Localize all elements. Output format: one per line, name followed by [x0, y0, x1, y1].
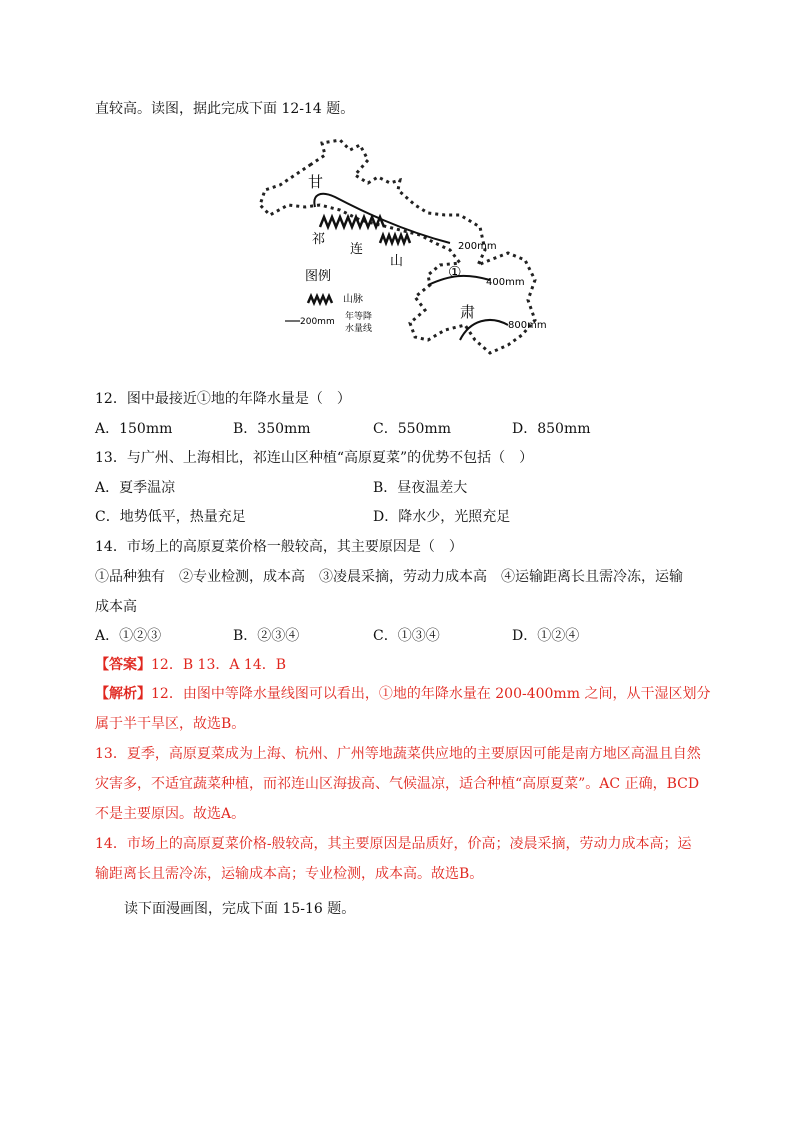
legend-isoline-desc1: 年等降	[345, 312, 373, 322]
q14-items-line2: 成本高	[95, 599, 137, 615]
isoline-800mm	[460, 320, 508, 340]
qilian-precipitation-map	[250, 135, 560, 365]
answer-text: 12．B 13．A 14．B	[151, 657, 287, 673]
q12-option-a: A．150mm	[95, 421, 173, 437]
q14-option-d: D．①②④	[512, 628, 580, 644]
q13-option-d: D．降水少，光照充足	[373, 509, 511, 525]
mountain-range-symbols	[320, 217, 410, 243]
map-label-lian: 连	[350, 242, 364, 257]
isoline-label-800: 800mm	[508, 320, 547, 331]
q14-option-a: A．①②③	[95, 628, 162, 644]
map-label-point-1: ①	[448, 263, 462, 281]
legend-mountain-symbol	[308, 296, 332, 303]
analysis-p2-line3: 不是主要原因。故选A。	[95, 806, 246, 822]
map-label-gan: 甘	[308, 173, 324, 191]
map-label-su: 肃	[460, 303, 476, 321]
analysis-p3-line2: 输距离长且需冷冻，运输成本高；专业检测，成本高。故选B。	[95, 866, 484, 882]
next-section-prompt: 读下面漫画图，完成下面 15-16 题。	[124, 901, 356, 917]
legend-isoline-desc2: 水量线	[345, 324, 373, 334]
q12-stem: 12．图中最接近①地的年降水量是（ ）	[95, 391, 351, 407]
q12-option-b: B．350mm	[233, 421, 311, 437]
q12-option-c: C．550mm	[373, 421, 451, 437]
q14-stem: 14．市场上的高原夏菜价格一般较高，其主要原因是（ ）	[95, 539, 463, 555]
legend-isoline-value: 200mm	[300, 317, 335, 327]
analysis-line-1	[95, 683, 710, 703]
answer-tag: 【答案】	[95, 657, 151, 673]
map-label-qi: 祁	[312, 232, 326, 247]
analysis-p2-line2: 灾害多，不适宜蔬菜种植，而祁连山区海拔高、气候温凉，适合种植“高原夏菜”。AC 正确，BCD	[95, 776, 700, 792]
intro-text: 直较高。读图，据此完成下面 12-14 题。	[95, 101, 355, 117]
analysis-p2-line1: 13．夏季，高原夏菜成为上海、杭州、广州等地蔬菜供应地的主要原因可能是南方地区高温且自然	[95, 746, 701, 762]
q14-items-line1: ①品种独有 ②专业检测，成本高 ③凌晨采摘，劳动力成本高 ④运输距离长且需冷冻，运输	[95, 569, 683, 585]
q13-option-c: C．地势低平，热量充足	[95, 509, 246, 525]
answer-line	[95, 654, 286, 674]
isoline-label-400: 400mm	[486, 277, 525, 288]
q13-option-a: A．夏季温凉	[95, 480, 176, 496]
analysis-tag: 【解析】	[95, 686, 151, 702]
q13-stem: 13．与广州、上海相比，祁连山区种植“高原夏菜”的优势不包括（ ）	[95, 450, 534, 466]
q14-option-c: C．①③④	[373, 628, 440, 644]
legend-mountain-label: 山脉	[343, 294, 363, 305]
analysis-p3-line1: 14．市场上的高原夏菜价格-般较高，其主要原因是品质好，价高；凌晨采摘，劳动力成本高；运	[95, 836, 692, 852]
analysis-p1-line1: 12．由图中等降水量线图可以看出，①地的年降水量在 200-400mm 之间，从干湿区划分	[151, 686, 711, 702]
isoline-label-200: 200mm	[458, 241, 497, 252]
analysis-p1-line2: 属于半干旱区，故选B。	[95, 716, 246, 732]
map-label-shan: 山	[390, 254, 404, 269]
legend-title: 图例	[305, 269, 332, 284]
q13-option-b: B．昼夜温差大	[373, 480, 468, 496]
q12-option-d: D．850mm	[512, 421, 591, 437]
q14-option-b: B．②③④	[233, 628, 300, 644]
